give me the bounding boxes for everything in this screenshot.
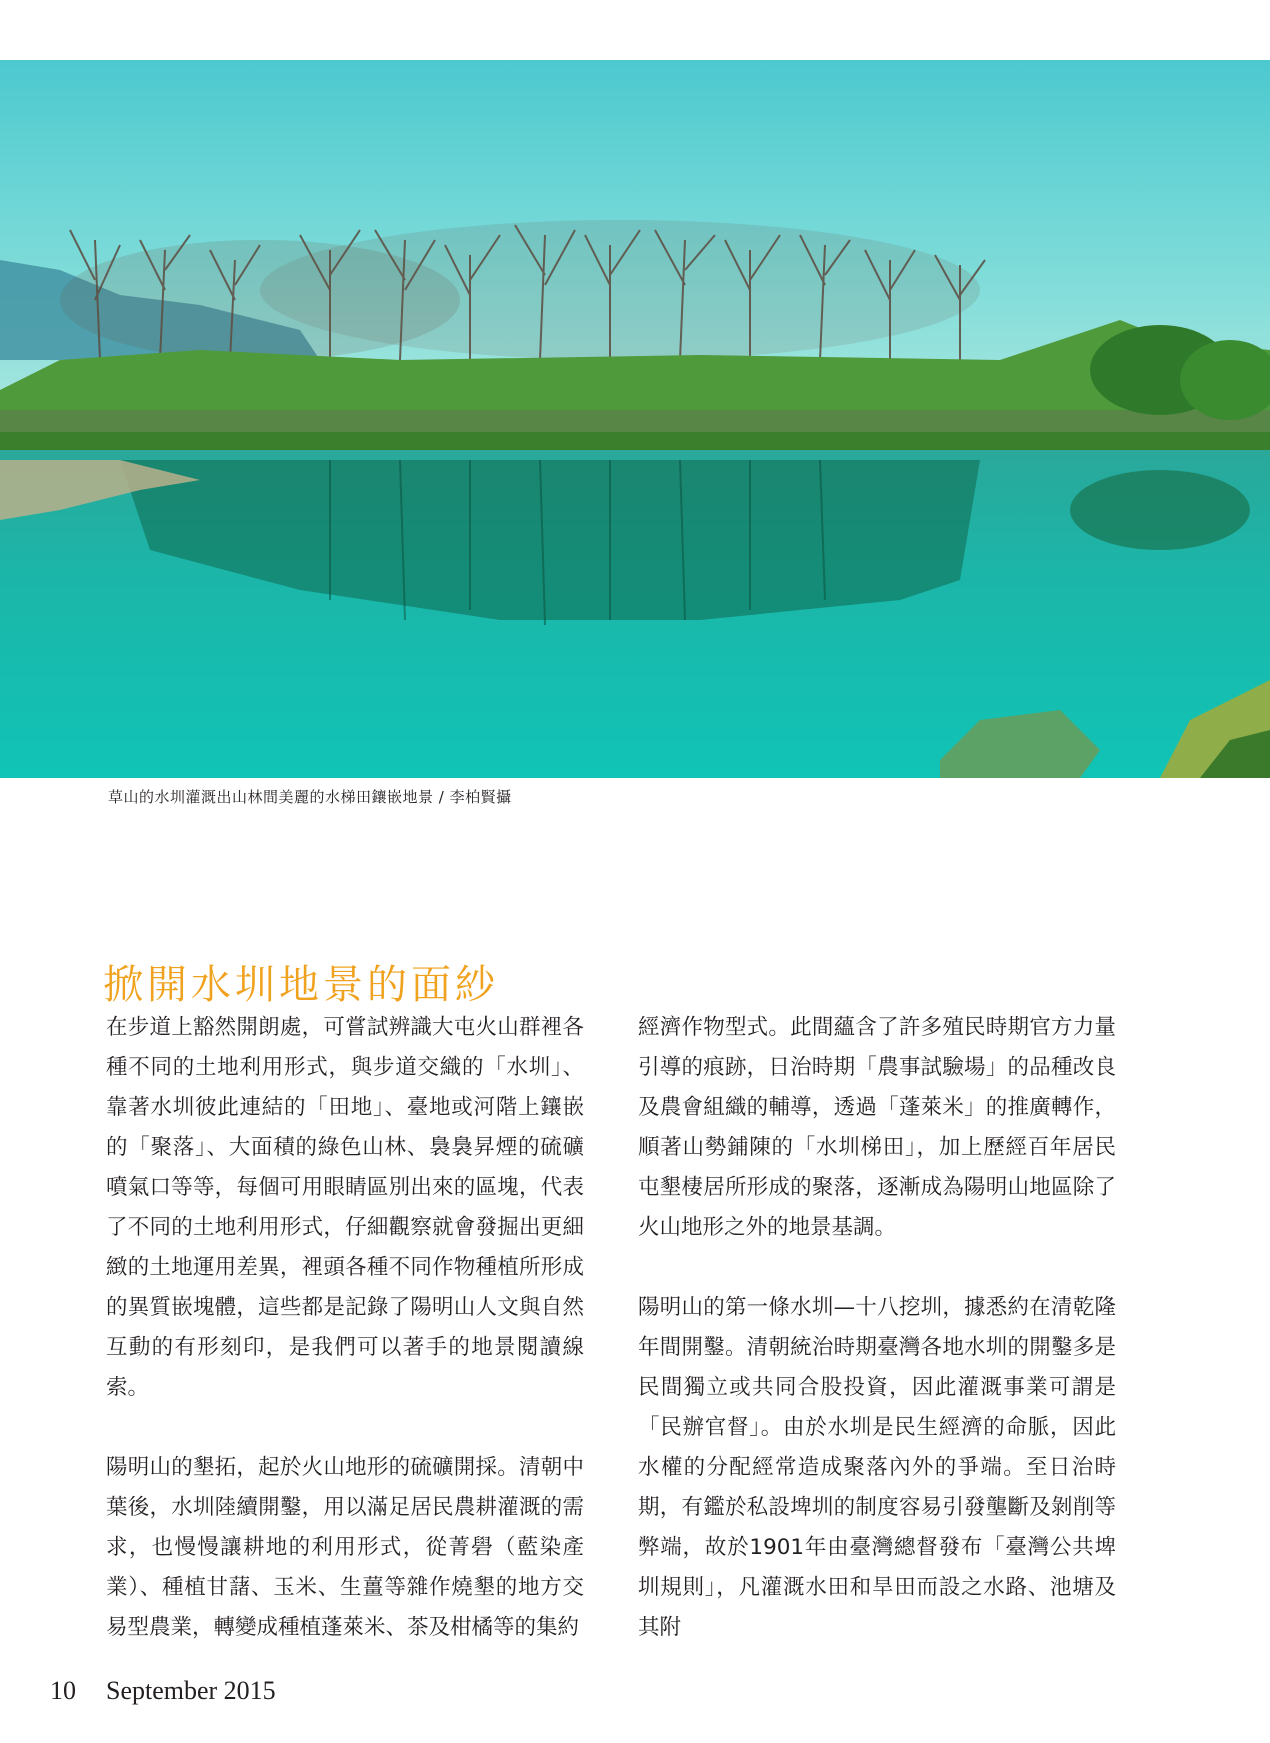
paragraph: 陽明山的第一條水圳—十八挖圳，據悉約在清乾隆年間開鑿。清朝統治時期臺灣各地水圳的開鑿多是民間獨立或共同合股投資，因此灌溉事業可謂是「民辦官督」。由於水圳是民生經濟的命脈，因此水權的分配經常造成聚落內外的爭端。至日治時期，有鑑於私設埤圳的制度容易引發壟斷及剝削等弊端，故於1901年由臺灣總督發布「臺灣公共埤圳規則」，凡灌溉水田和旱田而設之水路、池塘及其附	[638, 1295, 1116, 1640]
paragraph: 經濟作物型式。此間蘊含了許多殖民時期官方力量引導的痕跡，日治時期「農事試驗場」的品種改良及農會組織的輔導，透過「蓬萊米」的推廣轉作，順著山勢鋪陳的「水圳梯田」，加上歷經百年居民屯墾棲居所形成的聚落，逐漸成為陽明山地區除了火山地形之外的地景基調。	[638, 1015, 1116, 1240]
paragraph: 陽明山的墾拓，起於火山地形的硫礦開採。清朝中葉後，水圳陸續開鑿，用以滿足居民農耕灌溉的需求，也慢慢讓耕地的利用形式，從菁礐（藍染產業）、種植甘藷、玉米、生薑等雜作燒墾的地方交易型農業，轉變成種植蓬萊米、茶及柑橘等的集約	[106, 1455, 584, 1640]
issue-date: September 2015	[106, 1676, 276, 1705]
section-title: 掀開水圳地景的面紗	[103, 962, 499, 1009]
right-column	[638, 1008, 1116, 1688]
page-number: 10	[50, 1676, 76, 1705]
photo-caption: 草山的水圳灌溉出山林間美麗的水梯田鑲嵌地景 / 李柏賢攝	[108, 788, 512, 806]
landscape-photo	[0, 60, 1270, 778]
left-column	[106, 1008, 584, 1688]
page-footer	[50, 1676, 276, 1706]
water-terrace-photo	[0, 60, 1270, 778]
paragraph: 在步道上豁然開朗處，可嘗試辨識大屯火山群裡各種不同的土地利用形式，與步道交織的「水圳」、靠著水圳彼此連結的「田地」、臺地或河階上鑲嵌的「聚落」、大面積的綠色山林、裊裊昇煙的硫礦噴氣口等等，每個可用眼睛區別出來的區塊，代表了不同的土地利用形式，仔細觀察就會發掘出更細緻的土地運用差異，裡頭各種不同作物種植所形成的異質嵌塊體，這些都是記錄了陽明山人文與自然互動的有形刻印，是我們可以著手的地景閱讀線索。	[106, 1015, 584, 1400]
